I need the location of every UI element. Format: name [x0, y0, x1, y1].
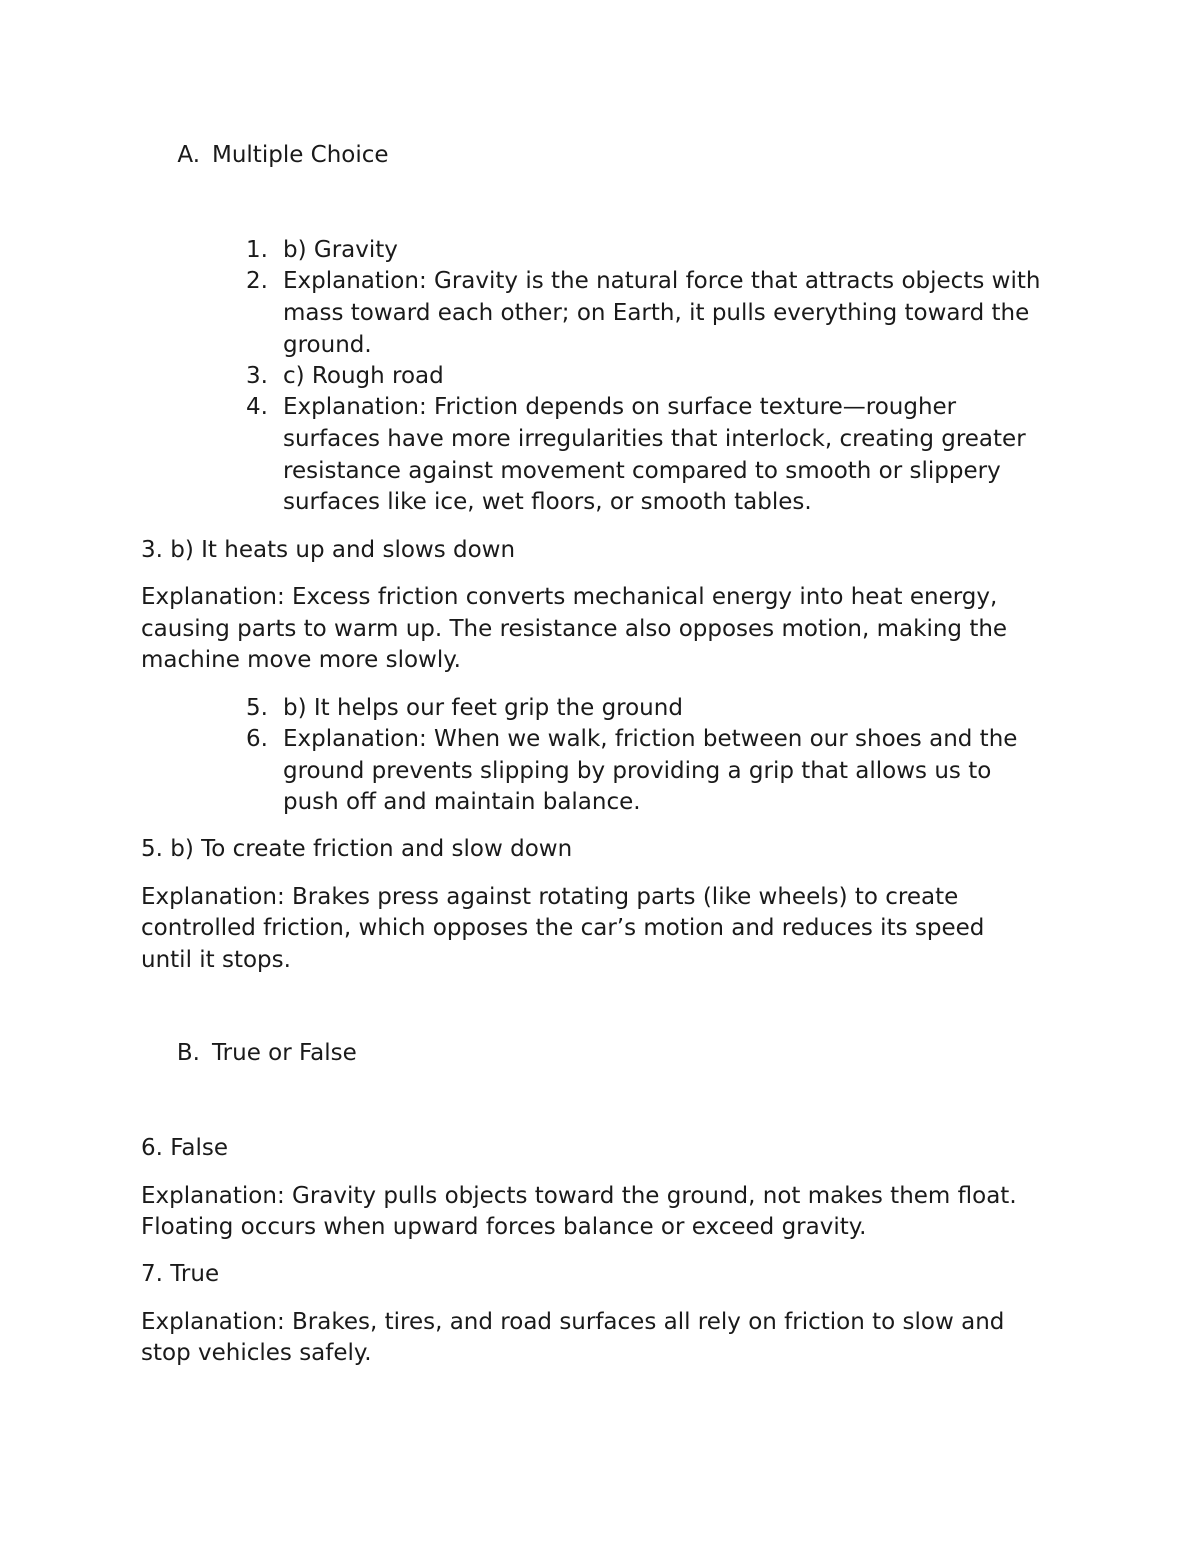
q7-answer: 7. True: [141, 1261, 220, 1287]
section-b-title: True or False: [212, 1040, 357, 1066]
list-item-number: 5.: [246, 695, 268, 721]
q5-explanation-line: until it stops.: [141, 947, 291, 973]
section-b-marker: B.: [176, 1040, 200, 1066]
q3-explanation-line: Explanation: Excess friction converts mechanical energy into heat energy,: [141, 584, 998, 610]
list-item-text: surfaces like ice, wet floors, or smooth tables.: [283, 489, 812, 515]
q7-explanation-line: Explanation: Brakes, tires, and road surfaces all rely on friction to slow and: [141, 1309, 1005, 1335]
list-item-text: b) It helps our feet grip the ground: [283, 695, 683, 721]
list-item-text: Explanation: Friction depends on surface texture—rougher: [283, 394, 957, 420]
list-item-text: b) Gravity: [283, 237, 398, 263]
list-item-text: ground prevents slipping by providing a grip that allows us to: [283, 758, 992, 784]
list-item-number: 3.: [246, 363, 268, 389]
list-item-text: ground.: [283, 332, 372, 358]
list-item-text: Explanation: When we walk, friction between our shoes and the: [283, 726, 1018, 752]
list-item-text: push off and maintain balance.: [283, 789, 641, 815]
q5-answer: 5. b) To create friction and slow down: [141, 836, 573, 862]
q7-explanation-line: stop vehicles safely.: [141, 1340, 372, 1366]
list-item-number: 6.: [246, 726, 268, 752]
list-item-text: resistance against movement compared to smooth or slippery: [283, 458, 1001, 484]
list-item-text: Explanation: Gravity is the natural force that attracts objects with: [283, 268, 1041, 294]
list-item-text: mass toward each other; on Earth, it pulls everything toward the: [283, 300, 1030, 326]
q6-explanation-line: Explanation: Gravity pulls objects toward the ground, not makes them float.: [141, 1183, 1017, 1209]
q5-explanation-line: Explanation: Brakes press against rotating parts (like wheels) to create: [141, 884, 959, 910]
q3-explanation-line: causing parts to warm up. The resistance also opposes motion, making the: [141, 616, 1008, 642]
q6-explanation-line: Floating occurs when upward forces balance or exceed gravity.: [141, 1214, 867, 1240]
list-item-number: 4.: [246, 394, 268, 420]
section-a-marker: A.: [177, 142, 200, 168]
q6-answer: 6. False: [141, 1135, 228, 1161]
section-a-title: Multiple Choice: [212, 142, 389, 168]
list-item-number: 2.: [246, 268, 268, 294]
list-item-text: c) Rough road: [283, 363, 444, 389]
q5-explanation-line: controlled friction, which opposes the car’s motion and reduces its speed: [141, 915, 985, 941]
list-item-number: 1.: [246, 237, 268, 263]
list-item-text: surfaces have more irregularities that interlock, creating greater: [283, 426, 1026, 452]
q3-explanation-line: machine move more slowly.: [141, 647, 461, 673]
q3-answer: 3. b) It heats up and slows down: [141, 537, 516, 563]
